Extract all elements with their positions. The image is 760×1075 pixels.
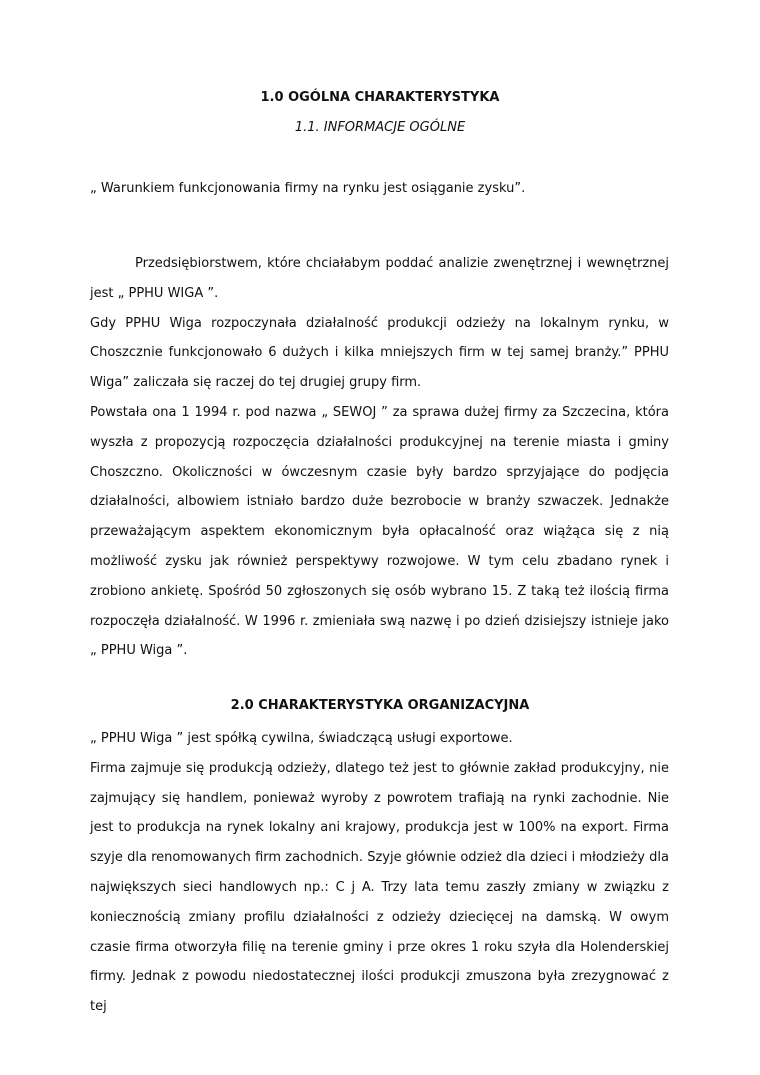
paragraph: Przedsiębiorstwem, które chciałabym poddać analizie zwenętrznej i wewnętrznej jest „ PPHU WIGA ”. [90,256,669,301]
motto-quote: „ Warunkiem funkcjonowania firmy na rynku jest osiąganie zysku”. [90,181,526,196]
paragraph: Powstała ona 1 1994 r. pod nazwa „ SEWOJ ” za sprawa dużej firmy za Szczecina, która wyszła z propozycją rozpoczęcia działalności produkcyjnej na terenie miasta i gminy Choszczno. Okoliczności w ówczesnym czasie były bardzo sprzyjające do podjęcia działalności, albowiem istniało bardzo duże bezrobocie w branży szwaczek. Jednakże przeważającym aspektem ekonomicznym była opłacalność oraz wiążąca się z nią możliwość zysku jak również perspektywy rozwojowe. W tym celu zbadano rynek i zrobiono ankietę. Spośród 50 zgłoszonych się osób wybrano 15. Z taką też ilością firma rozpoczęła działalność. W 1996 r. zmieniała swą nazwę i po dzień dzisiejszy istnieje jako „ PPHU Wiga ”. [90,404,669,659]
section-2-title: 2.0 CHARAKTERYSTYKA ORGANIZACYJNA [230,698,530,713]
paragraph: „ PPHU Wiga ” jest spółką cywilna, świadczącą usługi exportowe. [90,731,513,746]
section-1-body [90,249,669,666]
section-2-body [90,724,669,1022]
section-1-subtitle: 1.1. INFORMACJE OGÓLNE [294,120,466,135]
paragraph: Firma zajmuje się produkcją odzieży, dlatego też jest to głównie zakład produkcyjny, nie zajmujący się handlem, ponieważ wyroby z powrotem trafiają na rynki zachodnie. Nie jest to produkcja na rynek lokalny ani krajowy, produkcja jest w 100% na export. Firma szyje dla renomowanych firm zachodnich. Szyje głównie odzież dla dzieci i młodzieży dla największych sieci handlowych np.: C j A. Trzy lata temu zaszły zmiany w związku z koniecznością zmiany profilu działalności z odzieży dziecięcej na damską. W owym czasie firma otworzyła filię na terenie gminy i prze okres 1 roku szyła dla Holenderskiej firmy. Jednak z powodu niedostatecznej ilości produkcji zmuszona była zrezygnować z tej [90,760,669,1015]
paragraph: Gdy PPHU Wiga rozpoczynała działalność produkcji odzieży na lokalnym rynku, w Choszcznie funkcjonowało 6 dużych i kilka mniejszych firm w tej samej branży.” PPHU Wiga” zaliczała się raczej do tej drugiej grupy firm. [90,315,669,391]
section-1-title: 1.0 OGÓLNA CHARAKTERYSTYKA [260,90,500,105]
